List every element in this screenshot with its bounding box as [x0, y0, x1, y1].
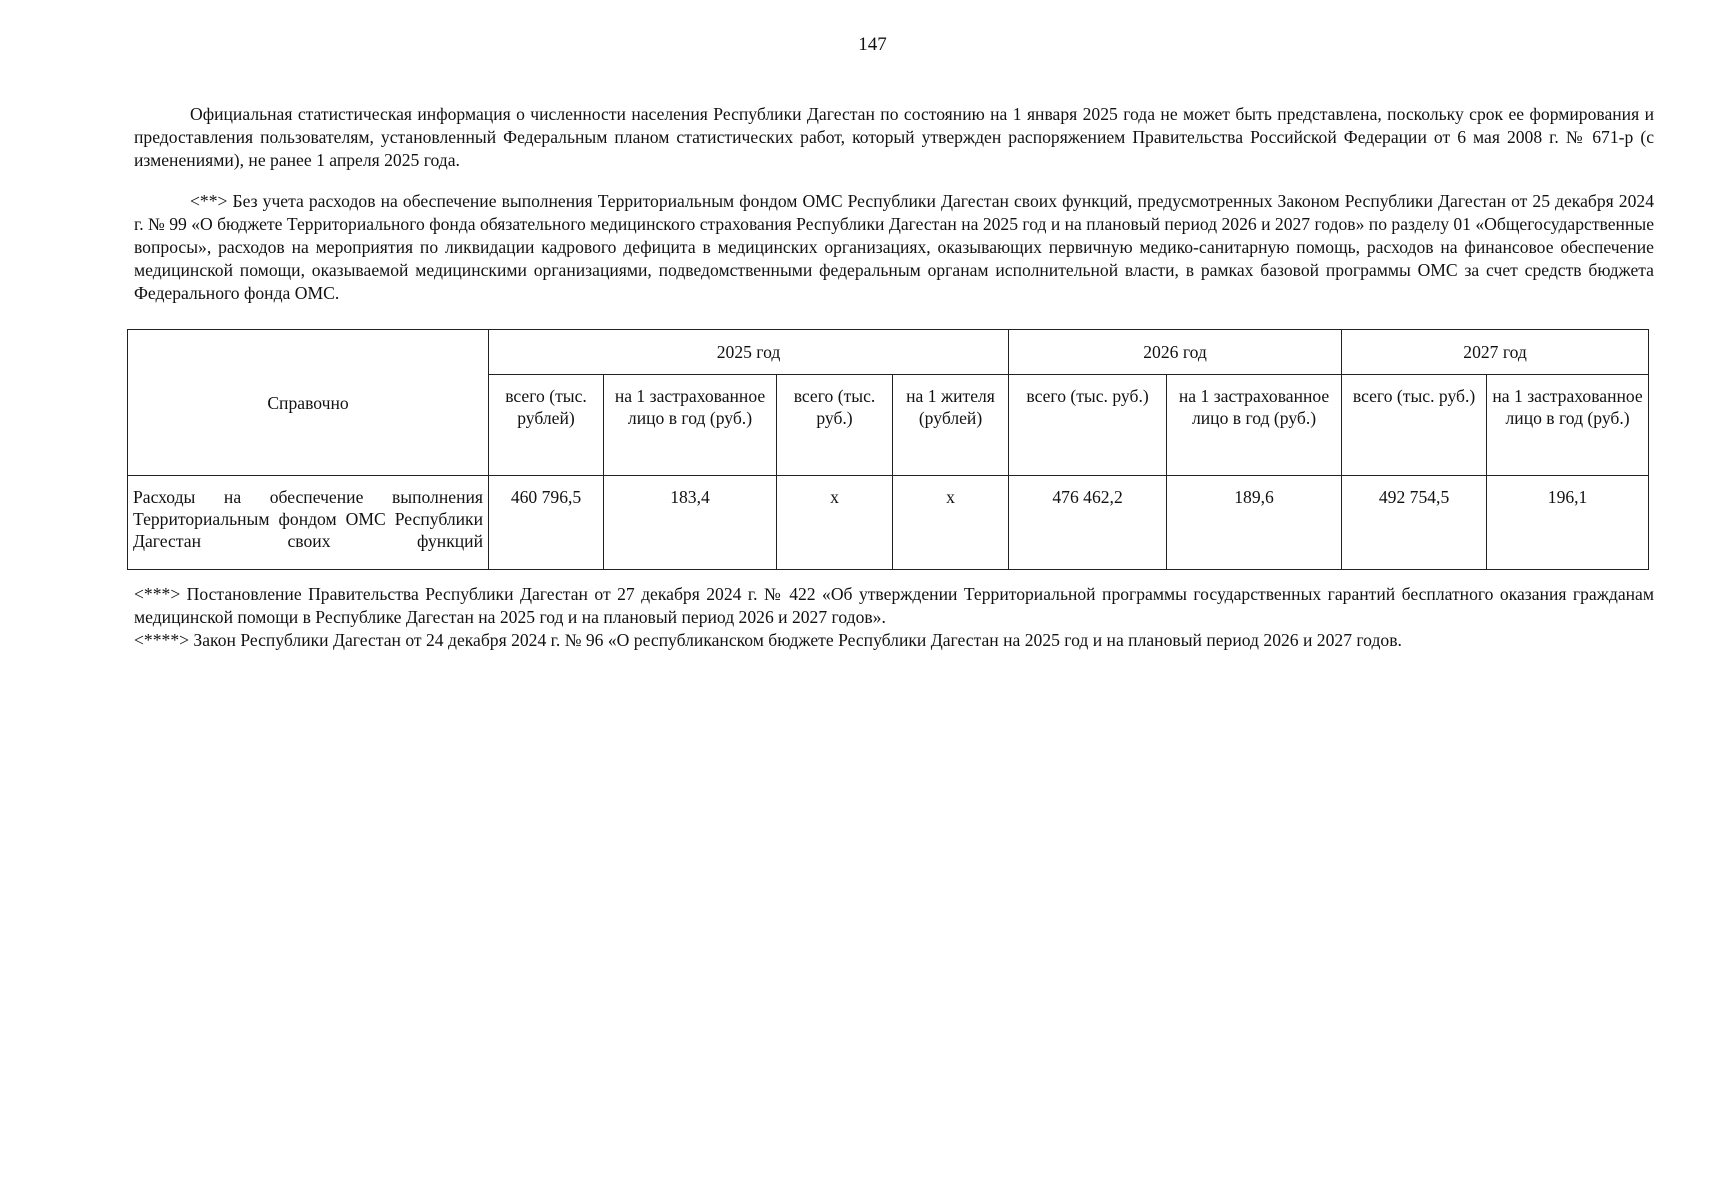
cell-2027-total: 492 754,5: [1342, 476, 1487, 570]
subheader-2025-total-alt: всего (тыс. руб.): [777, 375, 893, 476]
footnote-2-paragraph: [134, 190, 1654, 305]
footnote-3: <***> Постановление Правительства Республики Дагестан от 27 декабря 2024 г. № 422 «Об утверждении Территориальной программы государственных гарантий бесплатного оказания гражданам медицинской помощи в Республике Дагестан на 2025 год и на плановый период 2026 и 2027 годов».: [134, 584, 1654, 627]
cell-2027-per-insured: 196,1: [1487, 476, 1649, 570]
footnote-2-text: <**> Без учета расходов на обеспечение выполнения Территориальным фондом ОМС Республики Дагестан своих функций, предусмотренных Законом Республики Дагестан от 25 декабря 2024 г. № 99 «О бюджете Территориального фонда обязательного медицинского страхования Республики Дагестан на 2025 год и на плановый период 2026 и 2027 годов» по разделу 01 «Общегосударственные вопросы», расходов на мероприятия по ликвидации кадрового дефицита в медицинских организациях, оказывающих первичную медико-санитарную помощь, расходов на финансовое обеспечение медицинской помощи, оказываемой медицинскими организациями, подведомственными федеральным органам исполнительной власти, в рамках базовой программы ОМС за счет средств бюджета Федерального фонда ОМС.: [134, 191, 1654, 303]
subheader-2026-total: всего (тыс. руб.): [1009, 375, 1167, 476]
table-year-header-row: [128, 330, 1649, 375]
reference-header: Справочно: [128, 330, 489, 476]
cell-2026-total: 476 462,2: [1009, 476, 1167, 570]
cell-2025-per-insured: 183,4: [604, 476, 777, 570]
cell-2025-total-alt: х: [777, 476, 893, 570]
table-row: [128, 476, 1649, 570]
page-number: 147: [858, 34, 887, 55]
year-header-2026: 2026 год: [1009, 330, 1342, 375]
statistics-notice-text: Официальная статистическая информация о численности населения Республики Дагестан по состоянию на 1 января 2025 года не может быть представлена, поскольку срок ее формирования и предоставления пользователям, установленный Федеральным планом статистических работ, который утвержден распоряжением Правительства Российской Федерации от 6 мая 2008 г. № 671-р (с изменениями), не ранее 1 апреля 2025 года.: [134, 104, 1654, 170]
subheader-2025-total: всего (тыс. рублей): [489, 375, 604, 476]
footnote-4: <****> Закон Республики Дагестан от 24 декабря 2024 г. № 96 «О республиканском бюджете Республики Дагестан на 2025 год и на плановый период 2026 и 2027 годов.: [134, 630, 1402, 650]
statistics-notice-paragraph: [134, 103, 1654, 172]
year-header-2025: 2025 год: [489, 330, 1009, 375]
reference-table: [127, 329, 1649, 570]
subheader-2027-total: всего (тыс. руб.): [1342, 375, 1487, 476]
subheader-2026-per-insured: на 1 застрахованное лицо в год (руб.): [1167, 375, 1342, 476]
cell-2026-per-insured: 189,6: [1167, 476, 1342, 570]
cell-2025-total: 460 796,5: [489, 476, 604, 570]
subheader-2025-per-insured: на 1 застрахованное лицо в год (руб.): [604, 375, 777, 476]
subheader-2025-per-resident: на 1 жителя (рублей): [893, 375, 1009, 476]
row-label-fund-expenses: Расходы на обеспечение выполнения Территориальным фондом ОМС Республики Дагестан своих функций: [128, 476, 489, 570]
cell-2025-per-resident: х: [893, 476, 1009, 570]
subheader-2027-per-insured: на 1 застрахованное лицо в год (руб.): [1487, 375, 1649, 476]
year-header-2027: 2027 год: [1342, 330, 1649, 375]
